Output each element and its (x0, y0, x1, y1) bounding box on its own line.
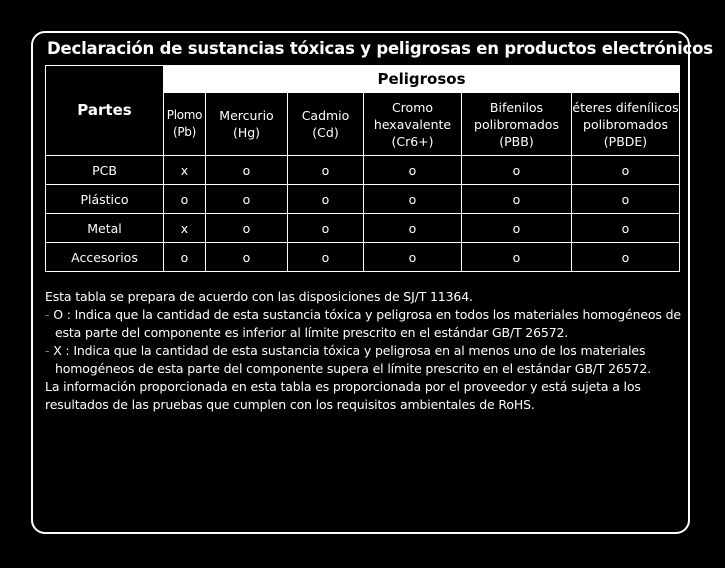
declaration-card (31, 31, 713, 534)
substance-header-line: (PBB) (499, 133, 534, 149)
substances-table (45, 65, 680, 272)
substance-header-line: Mercurio (219, 108, 274, 123)
value-cell: o (462, 156, 572, 185)
note-footer-line2: resultados de las pruebas que cumplen con los requisitos ambientales de RoHS. (45, 397, 535, 412)
dash-marker: - (45, 307, 50, 322)
substance-header-line: polibromados (474, 116, 559, 132)
table-body (46, 156, 680, 272)
value-cell: o (164, 185, 206, 214)
value-cell: o (364, 214, 462, 243)
hazard-header: Peligrosos (164, 66, 680, 93)
value-cell: o (572, 243, 680, 272)
note-x-line2: homogéneos de esta parte del componente supera el límite prescrito en el estándar GB/T 26572. (55, 361, 651, 376)
value-cell: x (164, 214, 206, 243)
value-cell: o (462, 243, 572, 272)
dash-marker: - (45, 343, 50, 358)
parts-header: Partes (46, 66, 164, 156)
note-o-line2: esta parte del componente es inferior al límite prescrito en el estándar GB/T 26572. (55, 325, 569, 340)
note-intro: Esta tabla se prepara de acuerdo con las disposiciones de SJ/T 11364. (45, 289, 473, 304)
substance-header (572, 93, 680, 156)
substance-header-line: (Hg) (232, 125, 261, 140)
part-cell: Accesorios (46, 243, 164, 272)
note-o (45, 306, 685, 324)
table-row (46, 243, 680, 272)
note-x-line1: X : Indica que la cantidad de esta sustancia tóxica y peligrosa en al menos uno de los materiales (49, 343, 646, 358)
value-cell: o (288, 243, 364, 272)
substance-header-line: hexavalente (373, 116, 452, 132)
value-cell: o (206, 156, 288, 185)
table-row (46, 185, 680, 214)
substance-header (206, 93, 288, 156)
value-cell: o (572, 156, 680, 185)
substance-header-line: (Cr6+) (391, 133, 434, 149)
substance-header-line: (Cd) (312, 125, 339, 140)
substance-header-line: (PBDE) (603, 133, 648, 149)
substance-header-line: Bifenilos (489, 99, 544, 115)
value-cell: o (288, 214, 364, 243)
value-cell: o (462, 214, 572, 243)
substance-header (364, 93, 462, 156)
substance-header-line: Plomo (166, 108, 203, 122)
part-cell: Plástico (46, 185, 164, 214)
substance-header (462, 93, 572, 156)
value-cell: o (206, 214, 288, 243)
value-cell: o (462, 185, 572, 214)
substance-header (288, 93, 364, 156)
substance-header-line: polibromados (583, 116, 668, 132)
page-title: Declaración de sustancias tóxicas y peligrosas en productos electrónicos (47, 39, 713, 58)
value-cell: o (206, 243, 288, 272)
substance-header-line: (Pb) (172, 125, 197, 139)
value-cell: o (572, 214, 680, 243)
note-x (45, 342, 685, 360)
value-cell: x (164, 156, 206, 185)
value-cell: o (364, 185, 462, 214)
substance-header-line: Cromo (391, 99, 434, 115)
value-cell: o (206, 185, 288, 214)
table-row (46, 156, 680, 185)
part-cell: PCB (46, 156, 164, 185)
note-footer-line1: La información proporcionada en esta tabla es proporcionada por el proveedor y está sujeta a los (45, 379, 641, 394)
notes (45, 288, 685, 414)
part-cell: Metal (46, 214, 164, 243)
substance-header (164, 93, 206, 156)
value-cell: o (572, 185, 680, 214)
value-cell: o (164, 243, 206, 272)
substance-header-line: Cadmio (301, 108, 350, 123)
substance-header-line: éteres difenílicos (572, 99, 679, 115)
value-cell: o (364, 243, 462, 272)
value-cell: o (288, 156, 364, 185)
note-o-line1: O : Indica que la cantidad de esta sustancia tóxica y peligrosa en todos los materiales homogéneos de (49, 307, 681, 322)
value-cell: o (288, 185, 364, 214)
value-cell: o (364, 156, 462, 185)
table-row (46, 214, 680, 243)
